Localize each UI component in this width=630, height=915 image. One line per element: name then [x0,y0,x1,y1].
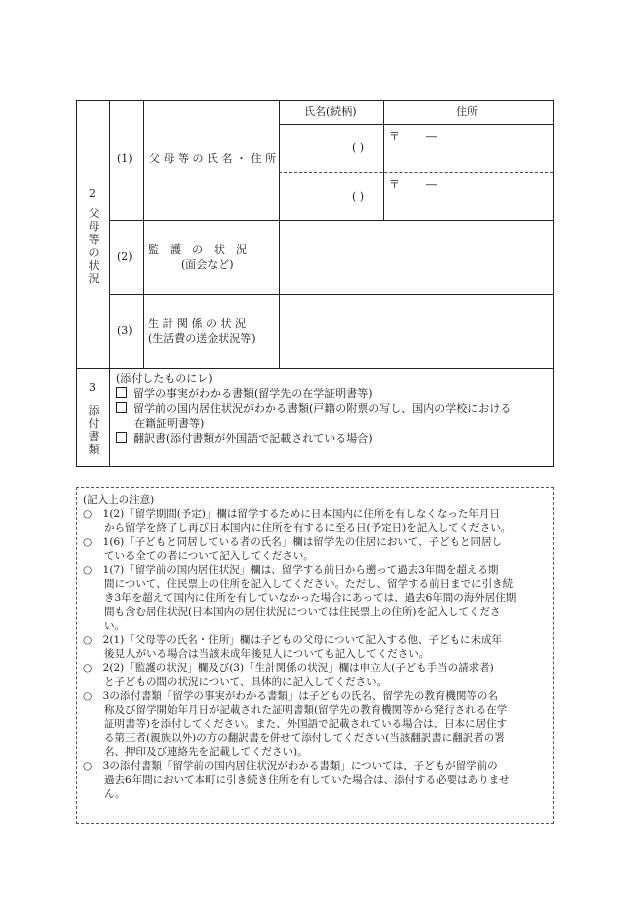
notes-line: い。 [83,620,125,632]
row2-sublabel: (面会など) [181,258,234,271]
row2-label: 監 護 の 状 況 [148,243,247,256]
attachment-item-3[interactable] [116,432,373,446]
notes-line: 過去6年間において本町に引き続き住所を有していた場合は、添付する必要はありませ [83,774,510,786]
table-border-right [553,100,554,467]
notes-line: ○ 1(6)「子どもと同居している者の氏名」欄は留学先の住居において、子どもと同居し [83,536,503,548]
col-header-address: 住所 [456,105,478,118]
col-divider-1 [109,100,110,368]
section2-number: 2 [89,187,96,200]
table-border-bottom [76,466,554,467]
attachment-intro: (添付したものにレ) [116,372,213,385]
section2-title [87,207,101,285]
notes-line: ○ 1(2)「留学期間(予定)」欄は留学するために日本国内に住所を有しなくなった年月日 [83,508,500,520]
attachment-item-1[interactable] [116,387,373,401]
section3-title [87,404,101,456]
section-divider [76,368,554,369]
notes-line: 間について、住民票上の住所を記入してください。ただし、留学する前日までに引き続 [83,578,514,590]
notes-line: と子どもの間の状況について、具体的に記入してください。 [83,676,388,688]
parent2-relation-field[interactable]: ( ) [352,190,365,203]
notes-line: ○ 3の添付書類「留学前の国内居住状況がわかる書類」については、子どもが留学前の [83,760,498,772]
notes-line: ん。 [83,788,126,800]
notes-line: ている全ての者について記入してください。 [83,550,314,562]
checkbox[interactable] [116,402,127,413]
table-border-top [76,100,554,101]
parent1-postal-dash: ― [426,130,437,143]
parent1-name-field[interactable] [280,125,382,171]
section3-col-divider [109,368,110,467]
row3-sublabel: (生活費の送金状況等) [148,332,256,345]
checkbox[interactable] [116,432,127,443]
section3-title-char: 書 [88,430,100,443]
notes-line: ○ 2(2)「監護の状況」欄及び(3)「生計関係の状況」欄は申立人(子ども手当の請求者) [83,662,494,674]
section3-title-char: 添 [88,404,100,417]
attachment-item-2-cont: 在籍証明書等) [134,417,205,430]
section2-title-char: 況 [88,272,100,285]
col-divider-2 [143,100,144,368]
notes-line: ○ 1(7)「留学前の国内居住状況」欄は、留学する前日から遡って過去3年間を超える期 [83,564,499,576]
parent1-relation-field[interactable]: ( ) [352,141,365,154]
notes-line: (記入上の注意) [83,494,155,506]
notes-line: から留学を終了し再び日本国内に住所を有するに至る日(予定日)を記入してください。 [83,522,512,534]
table-border-left [76,100,77,467]
notes-line: 名、押印及び連絡先を記載してください)。 [83,746,308,758]
parent2-postal-dash: ― [426,178,437,191]
section3-number: 3 [89,381,96,394]
section2-title-char: 母 [88,220,100,233]
section2-title-char: 父 [88,207,100,220]
notes-box [76,487,554,824]
notes-line: 後見人がいる場合は当該未成年後見人についても記入してください。 [83,648,430,660]
attachment-item-2[interactable] [116,402,511,416]
row1-label: 父 母 等 の 氏 名 ・ 住 所 [149,152,276,165]
parent2-postal-mark: 〒 [389,178,400,191]
row2-number: (2) [117,250,133,263]
section2-title-char: の [88,246,100,259]
attachment-item-label: 翻訳書(添付書類が外国語で記載されている場合) [133,432,373,445]
form-table [76,100,554,467]
parent1-address-field[interactable] [384,125,552,171]
notes-line: 称及び留学開始年月日が記載された証明書類(留学先の教育機関等から発行される在学 [83,704,508,716]
row3-label: 生 計 関 係 の 状 況 [148,317,246,330]
livelihood-status-field[interactable] [280,295,552,367]
attachment-item-label: 留学の事実がわかる書類(留学先の在学証明書等) [133,387,373,400]
parent2-name-field[interactable] [280,173,382,219]
notes-line: 間も含む居住状況(日本国内の居住状況については住民票上の住所)を記入してくださ [83,606,501,618]
section3-title-char: 類 [88,443,100,456]
col-header-name: 氏名(続柄) [304,105,357,118]
row1-number: (1) [117,152,133,165]
section2-title-char: 状 [88,259,100,272]
notes-line: き3年を超えて国内に住所を有していなかった場合にあっては、過去6年間の海外居住期 [83,592,517,604]
custody-status-field[interactable] [280,221,552,293]
row3-number: (3) [117,324,133,337]
notes-line: ○ 2(1)「父母等の氏名・住所」欄は子どもの父母について記入する他、子どもに未成年 [83,634,503,646]
parent1-postal-mark: 〒 [389,130,400,143]
notes-line: る第三者(親族以外)の方の翻訳書を併せて添付してください(当該翻訳書に翻訳者の署 [83,732,505,744]
checkbox[interactable] [116,387,127,398]
parent2-address-field[interactable] [384,173,552,219]
notes-line: ○ 3の添付書類「留学の事実がわかる書類」は子どもの氏名、留学先の教育機関等の名 [83,690,498,702]
attachment-item-label: 留学前の国内居住状況がわかる書類(戸籍の附票の写し、国内の学校における [133,402,512,415]
notes-line: 証明書等)を添付してください。また、外国語で記載されている場合は、日本に居住す [83,718,508,730]
section3-title-char: 付 [88,417,100,430]
section2-title-char: 等 [88,233,100,246]
